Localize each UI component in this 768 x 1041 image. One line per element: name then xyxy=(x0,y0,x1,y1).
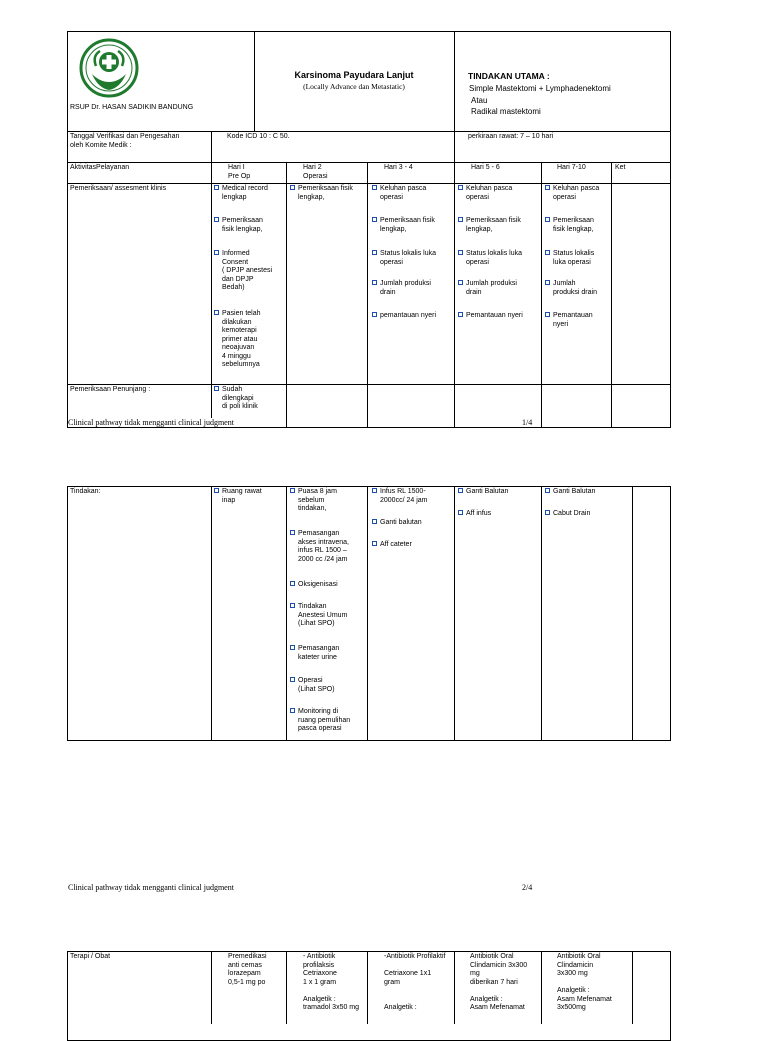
checklist-item[interactable]: Jumlah produksi drain xyxy=(545,280,597,297)
checkbox[interactable] xyxy=(458,510,463,515)
checklist-item[interactable]: Tindakan Anestesi Umum (Lihat SPO) xyxy=(290,603,347,629)
checkbox[interactable] xyxy=(290,645,295,650)
checklist-item[interactable]: Status lokalis luka operasi xyxy=(372,250,436,267)
checkbox[interactable] xyxy=(545,217,550,222)
checklist-item[interactable]: Aff infus xyxy=(458,510,491,519)
checkbox[interactable] xyxy=(372,280,377,285)
checkbox[interactable] xyxy=(545,280,550,285)
verification-label: Tanggal Verifikasi dan Pengesahan oleh Komite Medik : xyxy=(70,133,180,149)
checkbox[interactable] xyxy=(545,488,550,493)
checkbox[interactable] xyxy=(458,185,463,190)
terapi-hari-5-6: Antibiotik Oral Clindamicin 3x300 mg diberikan 7 hari Analgetik : Asam Mefenamat xyxy=(470,953,528,1011)
checklist-item[interactable]: Pemasangan akses intravena, infus RL 1500 – 2000 cc /24 jam xyxy=(290,530,349,564)
terapi-label: Terapi / Obat xyxy=(70,953,111,960)
checklist-item[interactable]: Pemeriksaan fisik lengkap, xyxy=(214,217,263,234)
pathway-table-page2 xyxy=(67,486,671,741)
footer-note: Clinical pathway tidak mengganti clinical judgment xyxy=(68,883,234,892)
tindakan-label: Tindakan: xyxy=(70,488,101,495)
checklist-item[interactable]: Pemeriksaan fisik lengkap, xyxy=(458,217,521,234)
checkbox[interactable] xyxy=(372,541,377,546)
checklist-item[interactable]: Medical record lengkap xyxy=(214,185,268,202)
checkbox[interactable] xyxy=(545,185,550,190)
checklist-item[interactable]: Sudah dilengkapi di poli klinik xyxy=(214,386,258,412)
header-ket: Ket xyxy=(615,164,626,171)
checklist-item[interactable]: Pemantauan nyeri xyxy=(545,312,593,329)
checklist-item[interactable]: Jumlah produksi drain xyxy=(372,280,431,297)
checkbox[interactable] xyxy=(290,581,295,586)
checklist-item[interactable]: Pemeriksaan fisik lengkap, xyxy=(290,185,353,202)
checkbox[interactable] xyxy=(458,280,463,285)
terapi-hari-2: - Antibiotik profilaksis Cetriaxone 1 x 1 gram Analgetik : tramadol 3x50 mg xyxy=(303,953,360,1011)
checklist-item[interactable]: Monitoring di ruang pemulihan pasca operasi xyxy=(290,708,350,734)
checkbox[interactable] xyxy=(372,250,377,255)
footer-note: Clinical pathway tidak mengganti clinical judgment xyxy=(68,418,234,427)
estimated-stay: perkiraan rawat: 7 – 10 hari xyxy=(468,133,554,140)
checkbox[interactable] xyxy=(290,708,295,713)
checklist-item[interactable]: Ruang rawat inap xyxy=(214,488,284,505)
checkbox[interactable] xyxy=(372,488,377,493)
checkbox[interactable] xyxy=(545,250,550,255)
checklist-item[interactable]: Oksigenisasi xyxy=(290,581,338,590)
document-title: Karsinoma Payudara Lanjut xyxy=(294,70,414,80)
checklist-item[interactable]: Pemantauan nyeri xyxy=(458,312,523,321)
icd-code: Kode ICD 10 : C 50. xyxy=(227,133,290,140)
terapi-hari-1: Premedikasi anti cemas lorazepam 0,5-1 mg po xyxy=(228,953,267,986)
checkbox[interactable] xyxy=(545,510,550,515)
checkbox[interactable] xyxy=(372,217,377,222)
tindakan-utama-line1: Simple Mastektomi + Lymphadenektomi xyxy=(469,84,611,93)
checklist-item[interactable]: Informed Consent ( DPJP anestesi dan DPJP Bedah) xyxy=(214,250,272,293)
page-number: 2/4 xyxy=(522,883,533,892)
checklist-item[interactable]: Ganti Balutan xyxy=(545,488,595,497)
checklist-item[interactable]: Cabut Drain xyxy=(545,510,590,519)
checklist-item[interactable]: Operasi (Lihat SPO) xyxy=(290,677,335,694)
checklist-item[interactable]: Status lokalis luka operasi xyxy=(458,250,522,267)
checkbox[interactable] xyxy=(545,312,550,317)
checklist-item[interactable]: Jumlah produksi drain xyxy=(458,280,517,297)
header-hari-3-4: Hari 3 - 4 xyxy=(384,164,413,171)
header-aktivitas: AktivitasPelayanan xyxy=(70,164,130,171)
checklist-item[interactable]: Aff cateter xyxy=(372,541,412,550)
checkbox[interactable] xyxy=(214,310,219,315)
checkbox[interactable] xyxy=(458,250,463,255)
hospital-logo xyxy=(78,36,140,100)
tindakan-utama-line3: Radikal mastektomi xyxy=(471,107,541,116)
checkbox[interactable] xyxy=(458,488,463,493)
checklist-item[interactable]: Status lokalis luka operasi xyxy=(545,250,594,267)
header-hari-7-10: Hari 7-10 xyxy=(557,164,586,171)
checklist-item[interactable]: Pasien telah dilakukan kemoterapi primer atau neoajuvan 4 minggu sebelumnya xyxy=(214,310,261,370)
checkbox[interactable] xyxy=(458,217,463,222)
checkbox[interactable] xyxy=(290,677,295,682)
header-hari-5-6: Hari 5 - 6 xyxy=(471,164,500,171)
checklist-item[interactable]: Infus RL 1500- 2000cc/ 24 jam xyxy=(372,488,427,505)
page-number: 1/4 xyxy=(522,418,533,427)
checkbox[interactable] xyxy=(290,530,295,535)
hospital-name: RSUP Dr. HASAN SADIKIN BANDUNG xyxy=(70,104,194,111)
checkbox[interactable] xyxy=(214,217,219,222)
checklist-item[interactable]: Keluhan pasca operasi xyxy=(458,185,512,202)
checkbox[interactable] xyxy=(458,312,463,317)
tindakan-utama-heading: TINDAKAN UTAMA : xyxy=(468,71,550,81)
checklist-item[interactable]: Ganti balutan xyxy=(372,519,422,528)
header-hari-2: Hari 2 Operasi xyxy=(303,164,328,180)
document-subtitle: (Locally Advance dan Metastatic) xyxy=(303,82,405,91)
checkbox[interactable] xyxy=(214,488,219,493)
checkbox[interactable] xyxy=(372,519,377,524)
header-hari-1: Hari I Pre Op xyxy=(228,164,251,180)
penunjang-label: Pemeriksaan Penunjang : xyxy=(70,386,151,393)
checklist-item[interactable]: Puasa 8 jam sebelum tindakan, xyxy=(290,488,337,514)
checkbox[interactable] xyxy=(290,488,295,493)
terapi-hari-3-4: -Antibiotik Profilaktif Cetriaxone 1x1 gram Analgetik : xyxy=(384,953,446,1011)
checkbox[interactable] xyxy=(214,386,219,391)
checklist-item[interactable]: Keluhan pasca operasi xyxy=(545,185,599,202)
checklist-item[interactable]: pemantauan nyeri xyxy=(372,312,436,321)
tindakan-utama-line2: Atau xyxy=(471,96,488,105)
checkbox[interactable] xyxy=(290,603,295,608)
checklist-item[interactable]: Pemeriksaan fisik lengkap, xyxy=(545,217,594,234)
checkbox[interactable] xyxy=(372,185,377,190)
checklist-item[interactable]: Pemasangan kateter urine xyxy=(290,645,339,662)
checklist-item[interactable]: Ganti Balutan xyxy=(458,488,508,497)
checkbox[interactable] xyxy=(372,312,377,317)
checkbox[interactable] xyxy=(214,185,219,190)
checkbox[interactable] xyxy=(214,250,219,255)
checklist-item[interactable]: Keluhan pasca operasi xyxy=(372,185,426,202)
checklist-item[interactable]: Pemeriksaan fisik lengkap, xyxy=(372,217,435,234)
terapi-hari-7-10: Antibiotik Oral Clindamicin 3x300 mg Analgetik : Asam Mefenamat 3x500mg xyxy=(557,953,612,1011)
checkbox[interactable] xyxy=(290,185,295,190)
pemeriksaan-label: Pemeriksaan/ assesment klinis xyxy=(70,185,167,192)
